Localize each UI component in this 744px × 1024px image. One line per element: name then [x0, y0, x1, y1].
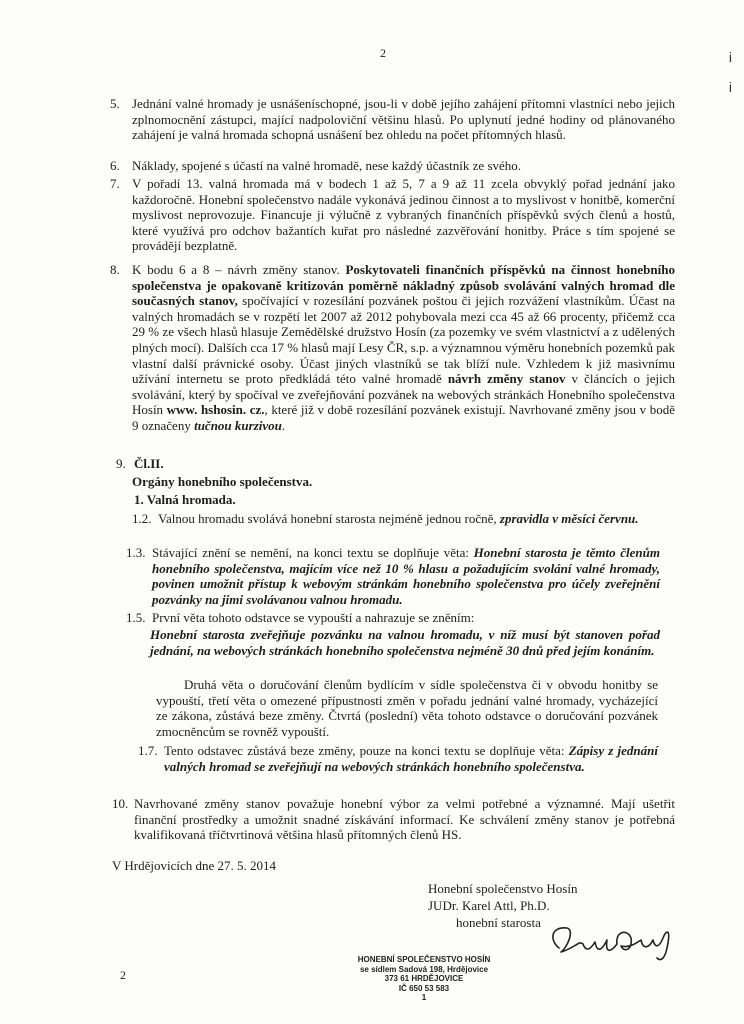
item-number: 5. [110, 96, 120, 111]
item-5 [110, 96, 675, 143]
handwritten-signature [545, 918, 685, 968]
item-text: V pořadí 13. valná hromada má v bodech 1 až 5, 7 a 9 až 11 zcela obvyklý pořad jednání jako každoročně. Honební společenstvo nadále vykonává jedinou činnost a to myslivost v honitbě, komerční myslivost neprovozuje. Financuje ji výlučně z vybraných finančních příspěvků svých členů a hostů, které využívá pro odchov bažantích kuřat pro následné zazvěřování honitby. Práce s tím spojené se provádějí bezplatně. [132, 176, 675, 254]
item-number: 10. [112, 796, 129, 811]
signatory-role: honební starosta [456, 915, 541, 930]
item-6 [110, 158, 675, 174]
paragraph-1-7: 1.7. Tento odstavec zůstává beze změny, pouze na konci textu se doplňuje věta: Zápisy z jednání valných hromad se zveřejňují na webových stránkách honebního společenstva. [138, 743, 658, 774]
paragraph-1-5-rest: Druhá věta o doručování členům bydlícím v sídle společenstva či v obvodu honitby se vypouští, třetí věta o omezené přípustnosti změn v pořadu jednání valné hromady, vycházející ze zákona, zůstává beze změny. Čtvrtá (poslední) věta tohoto odstavce o doručování pozvánek zmocněncům se rovněž vypouští. [156, 677, 658, 739]
paragraph-1-5-new-text: Honební starosta zveřejňuje pozvánku na valnou hromadu, v níž musí být stanoven pořad jednání, na webových stránkách honebního společenstva nejméně 30 dnů před jejím konáním. [150, 627, 660, 658]
signatory-name: JUDr. Karel Attl, Ph.D. [428, 898, 550, 913]
item-text: Navrhované změny stanov považuje honební výbor za velmi potřebné a významné. Mají ušetřit finanční prostředky a umožnit snadné získávání informací. Ke schválení změny stanov je potřebná kvalifikovaná tříčtvrtinová většina hlasů přítomných členů HS. [134, 796, 675, 843]
organization-stamp [356, 955, 492, 1003]
stamp-line: IČ 650 53 583 [398, 983, 450, 993]
margin-mark: i [728, 79, 732, 95]
article-heading: Čl.II. [134, 456, 164, 471]
paragraph-number: 1.3. [126, 545, 146, 560]
section-heading: Orgány honebního společenstva. [132, 474, 313, 489]
stamp-line: 373 61 HRDĚJOVICE [384, 974, 464, 983]
page-number-bottom: 2 [120, 968, 126, 982]
paragraph-number: 1.2. [132, 511, 152, 526]
item-8 [110, 262, 675, 434]
paragraph-1-2: 1.2. Valnou hromadu svolává honební starosta nejméně jednou ročně, zpravidla v měsíci červnu. [132, 511, 639, 526]
item-number: 6. [110, 158, 120, 173]
place-date: V Hrdějovicích dne 27. 5. 2014 [112, 858, 277, 873]
subsection-heading: 1. Valná hromada. [134, 492, 236, 507]
paragraph-1-3: 1.3. Stávající znění se nemění, na konci textu se doplňuje věta: Honební starosta je těmto členům honebního společenstva, majícím více než 10 % hlasu a požadujícím svolání valné hromady, povinen umožnit přístup k webovým stránkám honebního společenstva pro účely zveřejnění pozvánky na jimi svolávanou valnou hromadu. [126, 545, 660, 607]
item-text: Náklady, spojené s účastí na valné hromadě, nese každý účastník ze svého. [132, 158, 522, 173]
paragraph-number: 1.5. [126, 610, 146, 625]
item-number: 7. [110, 176, 120, 191]
margin-mark: i [728, 49, 732, 65]
paragraph-1-5: 1.5. První věta tohoto odstavce se vypouští a nahrazuje se zněním: [126, 610, 475, 625]
item-9-number: 9. [116, 456, 126, 471]
paragraph-number: 1.7. [138, 743, 158, 758]
item-number: 8. [110, 262, 120, 277]
item-text: Jednání valné hromady je usnášeníschopné, jsou-li v době jejího zahájení přítomni vlastníci nebo jejich zplnomocnění zástupci, mající nadpoloviční většinu hlasů. Po uplynutí jedné hodiny od plánovaného zahájení je valná hromada schopná usnášení bez ohledu na počet přítomných hlasů. [132, 96, 675, 143]
item-10 [112, 796, 675, 843]
organization-name: Honební společenstvo Hosín [428, 881, 578, 896]
page-number-top: 2 [380, 46, 386, 60]
stamp-line: 1 [421, 993, 427, 1002]
stamp-line: se sídlem Sadová 198, Hrdějovice [359, 964, 489, 974]
item-7 [110, 176, 675, 254]
item-text: K bodu 6 a 8 – návrh změny stanov. Poskytovateli finančních příspěvků na činnost honebního společenstva je opakovaně kritizován poměrně nákladný způsob svolávání valných hromad dle současných stanov, spočívající v rozesílání pozvánek poštou či jejich rozvážení vlastníkům. Účast na valných hromadách se v rozpětí let 2007 až 2012 pohybovala mezi cca 45 až 66 procenty, přičemž cca 29 % ze všech hlasů hlasuje Zemědělské družstvo Hosín (za pozemky ve svém vlastnictví a z udělených plných mocí). Dalších cca 17 % hlasů mají Lesy ČR, s.p. a významnou výměru honebních pozemků pak vlastní další právnické osoby. Účast jiných vlastníků se tak blíží nule. Vzhledem k již masivnímu užívání internetu se proto předkládá této valné hromadě návrh změny stanov v článcích o jejich svolávání, který by spočíval ve zveřejňování pozvánek na webových stránkách Honebního společenstva Hosín www. hshosin. cz., které již v době rozesílání pozvánek existují. Navrhované změny jsou v bodě 9 označeny tučnou kurzivou. [132, 262, 676, 433]
stamp-line: HONEBNÍ SPOLEČENSTVO HOSÍN [357, 955, 491, 964]
